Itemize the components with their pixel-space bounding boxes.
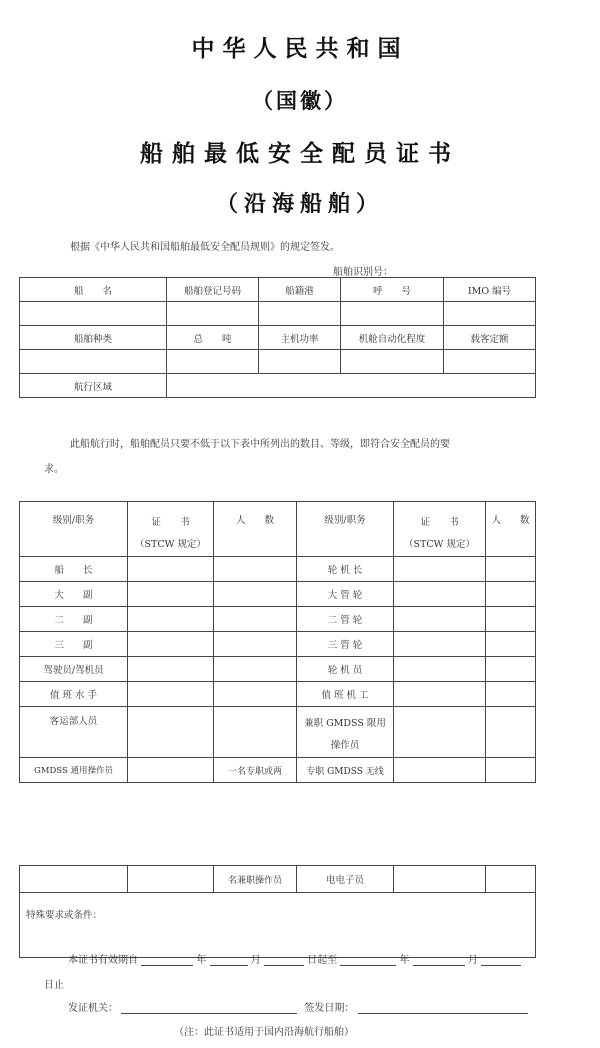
ship-info-table	[19, 277, 536, 398]
cert-cell[interactable]	[394, 866, 486, 893]
table-row	[20, 682, 536, 707]
issue-date-label: 签发日期：	[304, 1003, 355, 1014]
cert-cell[interactable]	[394, 582, 486, 607]
gmdss-count-note: 一名专职或两	[214, 758, 297, 783]
cert-cell[interactable]	[394, 682, 486, 707]
rank-second-officer: 二 副	[20, 607, 128, 632]
signature-line	[68, 999, 528, 1014]
cert-cell[interactable]	[128, 657, 214, 682]
country-title: 中华人民共和国	[191, 35, 409, 62]
cell-call-sign[interactable]	[341, 302, 444, 326]
header-ship-name: 船 名	[20, 278, 167, 302]
validity-to-day-field[interactable]	[481, 955, 521, 966]
header-rank-left: 级别/职务	[20, 502, 128, 557]
header-count-left: 人 数	[214, 502, 297, 557]
count-cell[interactable]	[214, 607, 297, 632]
rank-watch-rating-engine: 值 班 机 工	[297, 682, 394, 707]
count-cell[interactable]	[486, 707, 536, 758]
validity-to-year-field[interactable]	[340, 955, 396, 966]
emblem-label: （国徽）	[252, 88, 348, 113]
table-row	[20, 582, 536, 607]
header-passenger-capacity: 载客定额	[444, 326, 536, 350]
cell-ship-type[interactable]	[20, 350, 167, 374]
crew-table	[19, 501, 536, 783]
header-navigation-area: 航行区域	[20, 374, 167, 398]
count-cell[interactable]	[486, 557, 536, 582]
validity-to-month-field[interactable]	[413, 955, 465, 966]
cert-cell[interactable]	[128, 707, 214, 758]
rank-deck-officer: 驾驶员/驾机员	[20, 657, 128, 682]
validity-month-label-2: 月	[467, 955, 478, 966]
cell-port-of-registry[interactable]	[259, 302, 341, 326]
table-row	[20, 866, 536, 893]
table-row	[20, 657, 536, 682]
count-cell[interactable]	[214, 557, 297, 582]
validity-year-label-2: 年	[399, 955, 410, 966]
validity-month-label: 月	[250, 955, 261, 966]
validity-from-month-field[interactable]	[210, 955, 248, 966]
category-title: （沿海船舶）	[215, 191, 384, 217]
count-cell[interactable]	[214, 707, 297, 758]
rank-master: 船 长	[20, 557, 128, 582]
table-row	[20, 632, 536, 657]
cell-automation-level[interactable]	[341, 350, 444, 374]
cell-registration-no[interactable]	[167, 302, 259, 326]
cell-navigation-area[interactable]	[167, 374, 536, 398]
header-rank-right: 级别/职务	[297, 502, 394, 557]
rank-second-engineer: 大 管 轮	[297, 582, 394, 607]
cert-cell[interactable]	[394, 632, 486, 657]
count-cell[interactable]	[486, 657, 536, 682]
footnote: （注：此证书适用于国内沿海航行船舶）	[174, 1027, 354, 1038]
count-cell[interactable]	[486, 607, 536, 632]
validity-from-day-field[interactable]	[264, 955, 304, 966]
requirement-text-line1: 此船航行时，船舶配员只要不低于以下表中所列出的数目、等级，即符合安全配员的要	[70, 439, 450, 450]
rank-electro-officer: 电电子员	[297, 866, 394, 893]
header-cert-right: 证 书 （STCW 规定）	[394, 502, 486, 557]
validity-year-label: 年	[196, 955, 207, 966]
cert-cell[interactable]	[394, 657, 486, 682]
header-port-of-registry: 船籍港	[259, 278, 341, 302]
cert-cell[interactable]	[128, 632, 214, 657]
header-count-right: 人 数	[486, 502, 536, 557]
rank-chief-engineer: 轮 机 长	[297, 557, 394, 582]
count-cell[interactable]	[486, 866, 536, 893]
cell-passenger-capacity[interactable]	[444, 350, 536, 374]
gmdss-count-note-cont: 名兼职操作员	[214, 866, 297, 893]
intro-text: 根据《中华人民共和国船舶最低安全配员规则》的规定签发。	[70, 242, 340, 253]
header-gross-tonnage: 总 吨	[167, 326, 259, 350]
continuation-table	[19, 865, 536, 958]
table-row	[20, 557, 536, 582]
count-cell[interactable]	[214, 582, 297, 607]
cert-cell[interactable]	[394, 707, 486, 758]
count-cell[interactable]	[486, 682, 536, 707]
rank-watch-rating-deck: 值 班 水 手	[20, 682, 128, 707]
cert-cell[interactable]	[394, 607, 486, 632]
issue-date-field[interactable]	[358, 1003, 528, 1014]
validity-end: 日止	[44, 980, 64, 991]
cell-imo-number[interactable]	[444, 302, 536, 326]
rank-gmdss-general-operator: GMDSS 通用操作员	[20, 758, 128, 783]
validity-from-year-field[interactable]	[141, 955, 193, 966]
page-break-gap	[19, 775, 535, 865]
cert-cell[interactable]	[128, 557, 214, 582]
rank-fourth-engineer: 三 管 轮	[297, 632, 394, 657]
count-cell[interactable]	[486, 582, 536, 607]
requirement-text-line2: 求。	[44, 464, 64, 475]
issuing-authority-label: 发证机关：	[68, 1003, 118, 1014]
validity-line	[68, 951, 521, 966]
cert-cell[interactable]	[128, 866, 214, 893]
certificate-title: 船舶最低安全配员证书	[140, 140, 460, 167]
header-call-sign: 呼 号	[341, 278, 444, 302]
header-cert-left: 证 书 （STCW 规定）	[128, 502, 214, 557]
validity-prefix: 本证书有效期自	[68, 955, 138, 966]
rank-chief-officer: 大 副	[20, 582, 128, 607]
rank-parttime-gmdss: 兼职 GMDSS 限用 操作员	[297, 707, 394, 758]
count-cell[interactable]	[486, 632, 536, 657]
cont-rank-cell[interactable]	[20, 866, 128, 893]
issuing-authority-field[interactable]	[121, 1003, 297, 1014]
rank-fulltime-gmdss: 专职 GMDSS 无线	[297, 758, 394, 783]
header-imo-number: IMO 编号	[444, 278, 536, 302]
count-cell[interactable]	[214, 682, 297, 707]
header-engine-power: 主机功率	[259, 326, 341, 350]
validity-from-label: 日起至	[307, 955, 338, 966]
table-row	[20, 707, 536, 758]
ship-id-label: 船舶识别号：	[333, 267, 393, 278]
cell-engine-power[interactable]	[259, 350, 341, 374]
special-conditions-label: 特殊要求或条件：	[26, 910, 103, 921]
cert-cell[interactable]	[128, 682, 214, 707]
count-cell[interactable]	[214, 632, 297, 657]
special-conditions-cell[interactable]	[20, 893, 536, 958]
header-registration-no: 船舶登记号码	[167, 278, 259, 302]
header-ship-type: 船舶种类	[20, 326, 167, 350]
table-row	[20, 607, 536, 632]
cell-gross-tonnage[interactable]	[167, 350, 259, 374]
count-cell[interactable]	[214, 657, 297, 682]
rank-engineer-officer: 轮 机 员	[297, 657, 394, 682]
cert-cell[interactable]	[128, 607, 214, 632]
special-conditions-row	[20, 893, 536, 958]
rank-third-engineer: 二 管 轮	[297, 607, 394, 632]
rank-passenger-staff: 客运部人员	[20, 707, 128, 758]
rank-third-officer: 三 副	[20, 632, 128, 657]
cert-cell[interactable]	[128, 582, 214, 607]
header-automation-level: 机舱自动化程度	[341, 326, 444, 350]
cell-ship-name[interactable]	[20, 302, 167, 326]
cert-cell[interactable]	[394, 557, 486, 582]
